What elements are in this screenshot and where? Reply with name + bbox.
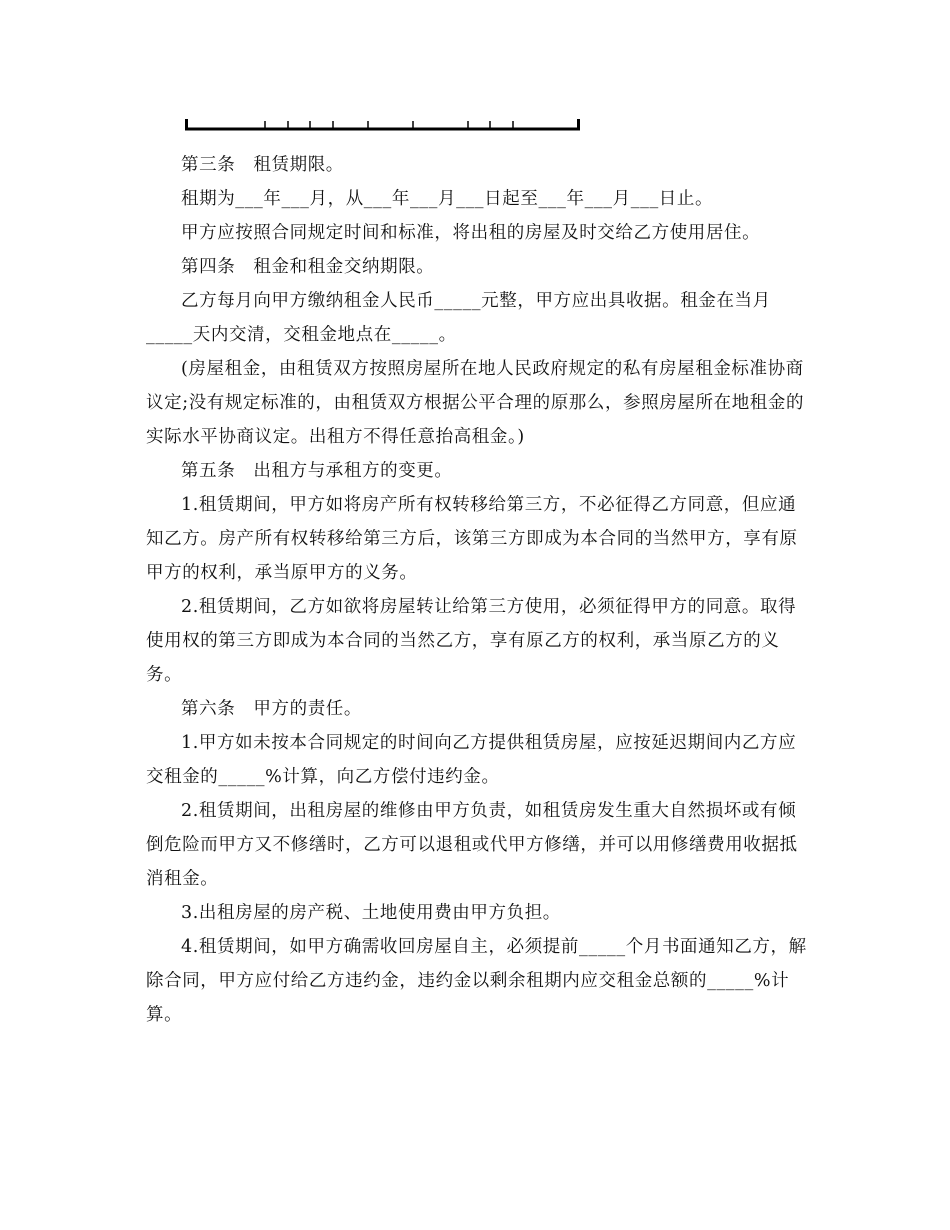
article-5-title: 第五条 出租方与承租方的变更。 bbox=[181, 461, 453, 481]
article-6-clause-2: 2.租赁期间，出租房屋的维修由甲方负责，如租赁房发生重大自然损坏或有倾倒危险而甲方又不修缮时，乙方可以退租或代甲方修缮，并可以用修缮费用收据抵消租金。 bbox=[146, 801, 798, 889]
lease-term-paragraph: 租期为___年___月，从___年___月___日起至___年___月___日止。 bbox=[181, 189, 714, 209]
article-5-clause-2: 2.租赁期间，乙方如欲将房屋转让给第三方使用，必须征得甲方的同意。取得使用权的第三方即成为本合同的当然乙方，享有原乙方的权利，承当原乙方的义务。 bbox=[146, 597, 797, 685]
rent-payment-paragraph: 乙方每月向甲方缴纳租金人民币_____元整，甲方应出具收据。租金在当月_____天内交清，交租金地点在_____。 bbox=[146, 291, 771, 345]
article-6-clause-1: 1.甲方如未按本合同规定的时间向乙方提供租赁房屋，应按延迟期间内乙方应交租金的_____%计算，向乙方偿付违约金。 bbox=[146, 733, 797, 787]
table-bottom-border bbox=[185, 119, 580, 131]
article-6-clause-4: 4.租赁期间，如甲方确需收回房屋自主，必须提前_____个月书面通知乙方，解除合同，甲方应付给乙方违约金，违约金以剩余租期内应交租金总额的_____%计算。 bbox=[146, 937, 807, 1025]
article-6-title: 第六条 甲方的责任。 bbox=[181, 699, 362, 719]
article-4-title: 第四条 租金和租金交纳期限。 bbox=[181, 257, 435, 277]
article-6-clause-3: 3.出租房屋的房产税、土地使用费由甲方负担。 bbox=[181, 903, 561, 923]
document-body bbox=[146, 148, 810, 1032]
article-5-clause-1: 1.租赁期间，甲方如将房产所有权转移给第三方，不必征得乙方同意，但应通知乙方。房产所有权转移给第三方后，该第三方即成为本合同的当然甲方，享有原甲方的权利，承当原甲方的义务。 bbox=[146, 495, 798, 583]
handover-paragraph: 甲方应按照合同规定时间和标准，将出租的房屋及时交给乙方使用居住。 bbox=[181, 223, 761, 243]
rent-note-paragraph: (房屋租金，由租赁双方按照房屋所在地人民政府规定的私有房屋租金标准协商议定;没有规定标准的，由租赁双方根据公平合理的原那么，参照房屋所在地租金的实际水平协商议定。出租方不得任意抬高租金。) bbox=[146, 359, 805, 447]
article-3-title: 第三条 租赁期限。 bbox=[181, 155, 344, 175]
